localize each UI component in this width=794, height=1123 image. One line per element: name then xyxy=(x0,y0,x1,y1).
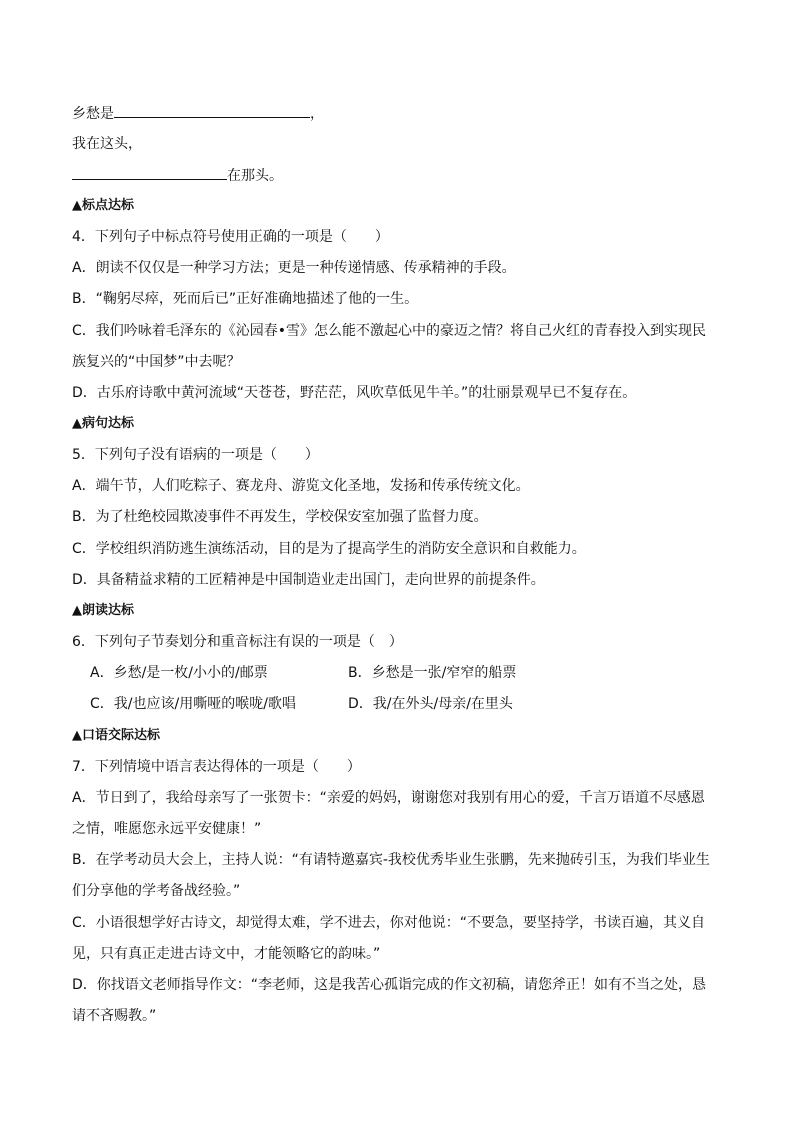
q6-option-b: B．乡愁是一张/窄窄的船票 xyxy=(348,665,517,681)
q6-option-d: D．我/在外头/母亲/在里头 xyxy=(348,696,513,712)
q4-option-c-line2: 族复兴的“中国梦”中去呢？ xyxy=(72,354,241,370)
q5-option-b: B．为了杜绝校园欺凌事件不再发生，学校保安室加强了监督力度。 xyxy=(72,509,488,525)
q7-option-d-line1: D．你找语文老师指导作文：“李老师，这是我苦心孤诣完成的作文初稿，请您斧正！如有不当之处，恳 xyxy=(72,977,707,993)
q6-stem: 6．下列句子节奏划分和重音标注有误的一项是（ ） xyxy=(72,634,403,650)
q4-option-b: B．“鞠躬尽瘁，死而后已”正好准确地描述了他的一生。 xyxy=(72,291,419,307)
q7-option-d-line2: 请不吝赐教。” xyxy=(72,1008,157,1024)
poem-line-1-text: 乡愁是 xyxy=(72,106,114,122)
section-reading: ▲朗读达标 xyxy=(72,603,134,618)
q4-option-a: A．朗读不仅仅是一种学习方法；更是一种传递情感、传承精神的手段。 xyxy=(72,260,516,276)
section-oral: ▲口语交际达标 xyxy=(72,728,160,743)
answer-blank-2[interactable] xyxy=(72,166,227,180)
q5-option-a: A．端午节，人们吃粽子、赛龙舟、游览文化圣地，发扬和传承传统文化。 xyxy=(72,478,530,494)
poem-line-1 xyxy=(72,104,324,123)
q7-option-c-line1: C．小语很想学好古诗文，却觉得太难，学不进去，你对他说：“不要急，要坚持学，书读百遍，其义自 xyxy=(72,915,706,931)
q6-option-a: A．乡愁/是一枚/小小的/邮票 xyxy=(90,665,268,681)
q7-option-c-line2: 见，只有真正走进古诗文中，才能领略它的韵味。” xyxy=(72,946,381,962)
q7-option-a-line2: 之情，唯愿您永远平安健康！” xyxy=(72,821,262,837)
poem-line-3 xyxy=(72,166,283,185)
q7-option-b-line1: B．在学考动员大会上，主持人说：“有请特邀嘉宾-我校优秀毕业生张鹏，先来抛砖引玉，为我们毕业生 xyxy=(72,852,710,868)
q4-stem: 4．下列句子中标点符号使用正确的一项是（ ） xyxy=(72,229,389,245)
q4-option-d: D．古乐府诗歌中黄河流域“天苍苍，野茫茫，风吹草低见牛羊。”的壮丽景观早已不复存在。 xyxy=(72,385,637,401)
section-grammar: ▲病句达标 xyxy=(72,416,134,431)
q7-option-a-line1: A．节日到了，我给母亲写了一张贺卡：“亲爱的妈妈，谢谢您对我别有用心的爱，千言万语道不尽感恩 xyxy=(72,790,705,806)
q5-option-d: D．具备精益求精的工匠精神是中国制造业走出国门，走向世界的前提条件。 xyxy=(72,572,545,588)
q5-option-c: C．学校组织消防逃生演练活动，目的是为了提高学生的消防安全意识和自救能力。 xyxy=(72,541,586,557)
answer-blank-1[interactable] xyxy=(114,104,310,118)
q6-option-c: C．我/也应该/用嘶哑的喉咙/歌唱 xyxy=(90,696,296,712)
q7-stem: 7．下列情境中语言表达得体的一项是（ ） xyxy=(72,759,361,775)
q4-option-c-line1: C．我们吟咏着毛泽东的《沁园春•雪》怎么能不激起心中的豪迈之情？将自己火红的青春投入到实现民 xyxy=(72,323,707,339)
section-punctuation: ▲标点达标 xyxy=(72,198,134,213)
poem-line-3-tail: 在那头。 xyxy=(227,168,283,184)
q7-option-b-line2: 们分享他的学考备战经验。” xyxy=(72,883,241,899)
q5-stem: 5．下列句子没有语病的一项是（ ） xyxy=(72,447,319,463)
poem-line-1-tail: ， xyxy=(310,106,324,122)
poem-line-2: 我在这头， xyxy=(72,136,142,152)
